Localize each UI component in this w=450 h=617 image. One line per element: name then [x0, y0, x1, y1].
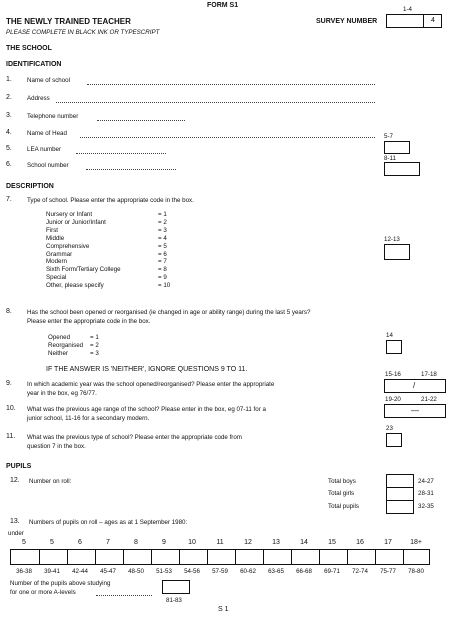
- item-number: 8.: [6, 308, 12, 315]
- q9-line2: year in the box, eg 76/77.: [27, 390, 97, 397]
- age-header: 17: [384, 539, 392, 546]
- age-cell-divider: [179, 550, 180, 564]
- q7-option-label: Grammar: [46, 250, 73, 258]
- age-cell-divider: [123, 550, 124, 564]
- age-cell-divider: [67, 550, 68, 564]
- item-number: 7.: [6, 196, 12, 203]
- age-column-code: 78-80: [408, 568, 424, 575]
- q7-option-code: = 1: [158, 211, 167, 218]
- age-header: 13: [272, 539, 280, 546]
- q7-option-code: = 9: [158, 274, 167, 282]
- school-number-box[interactable]: [384, 162, 420, 176]
- item-number: 4.: [6, 129, 12, 136]
- form-label: FORM S1: [207, 2, 239, 9]
- q8-columns: 14: [386, 332, 393, 339]
- item-number: 10.: [6, 405, 16, 412]
- q7-option-code: = 4: [158, 234, 167, 242]
- q13-text: Numbers of pupils on roll – ages as at 1 September 1980:: [29, 519, 188, 526]
- q7-option-label: First: [46, 226, 59, 234]
- age-column-code: 48-50: [128, 568, 144, 575]
- q8-note: IF THE ANSWER IS 'NEITHER', IGNORE QUESTIONS 9 TO 11.: [46, 366, 248, 373]
- q7-columns: 12-13: [384, 236, 400, 243]
- item-number: 5.: [6, 145, 12, 152]
- age-header: 5: [50, 539, 54, 546]
- age-column-code: 36-38: [16, 568, 32, 575]
- q12-label: Number on roll:: [29, 478, 72, 485]
- q11-code-box[interactable]: [386, 433, 402, 447]
- q7-option-code: = 2: [158, 218, 167, 226]
- age-column-code: 42-44: [72, 568, 88, 575]
- age-header: 8: [134, 539, 138, 546]
- section-heading-identification: IDENTIFICATION: [6, 61, 62, 68]
- section-heading-pupils: PUPILS: [6, 463, 32, 470]
- form-title: THE NEWLY TRAINED TEACHER: [6, 17, 131, 26]
- total-pupils-label: Total pupils: [328, 503, 359, 510]
- section-heading-description: DESCRIPTION: [6, 183, 54, 190]
- age-header: 10: [188, 539, 196, 546]
- q8-option-code: = 2: [90, 342, 99, 349]
- name-of-school-field[interactable]: [87, 84, 375, 85]
- q8-line1: Has the school been opened or reorganised (ie changed in age or ability range) during the last 5 years?: [27, 309, 311, 316]
- lea-number-label: LEA number: [27, 146, 62, 153]
- age-header: 16: [356, 539, 364, 546]
- q8-option-label: Reorganised: [48, 342, 84, 349]
- age-header: 6: [78, 539, 82, 546]
- telephone-field[interactable]: [97, 120, 185, 121]
- q7-option-label: Other, please specify: [46, 282, 104, 290]
- q8-option-label: Neither: [48, 350, 68, 357]
- age-header: 9: [162, 539, 166, 546]
- item-number: 3.: [6, 112, 12, 119]
- school-number-dots: [86, 169, 176, 170]
- age-count-grid[interactable]: [10, 549, 430, 565]
- q10-line1: What was the previous age range of the school? Please enter in the box, eg 07-11 for a: [27, 406, 266, 413]
- age-cell-divider: [403, 550, 404, 564]
- item-number: 11.: [6, 433, 16, 440]
- q8-option-code: = 1: [90, 334, 99, 341]
- age-header: 11: [216, 539, 224, 546]
- q7-option-label: Modern: [46, 258, 67, 266]
- item-number: 12.: [10, 477, 20, 484]
- name-of-school-label: Name of school: [27, 77, 70, 84]
- age-header: 14: [300, 539, 308, 546]
- total-pupils-box[interactable]: [386, 500, 414, 514]
- survey-number-box[interactable]: [386, 14, 442, 28]
- alevel-dots: [96, 595, 152, 596]
- q7-option-code: = 8: [158, 266, 167, 274]
- item-number: 13.: [10, 518, 20, 525]
- alevel-columns: 81-83: [166, 597, 182, 604]
- q7-option-code: = 3: [158, 226, 167, 234]
- total-boys-columns: 24-27: [418, 478, 434, 485]
- lea-number-box[interactable]: [384, 141, 410, 154]
- q9-separator: /: [413, 381, 416, 390]
- age-cell-divider: [207, 550, 208, 564]
- q10-age-range-box[interactable]: [384, 404, 446, 418]
- item-number: 6.: [6, 161, 12, 168]
- q7-option-code: = 7: [158, 258, 167, 266]
- alevel-box[interactable]: [162, 580, 190, 594]
- age-column-code: 45-47: [100, 568, 116, 575]
- age-column-code: 57-59: [212, 568, 228, 575]
- age-header: 18+: [410, 539, 422, 546]
- total-girls-box[interactable]: [386, 487, 414, 501]
- q11-line1: What was the previous type of school? Please enter the appropriate code from: [27, 434, 242, 441]
- age-column-code: 69-71: [324, 568, 340, 575]
- age-cell-divider: [319, 550, 320, 564]
- age-column-code: 60-62: [240, 568, 256, 575]
- q7-option-label: Middle: [46, 234, 65, 242]
- survey-number-columns: 1-4: [403, 6, 412, 13]
- total-girls-label: Total girls: [328, 490, 355, 497]
- q7-option-code: = 6: [158, 250, 167, 258]
- age-column-code: 75-77: [380, 568, 396, 575]
- lea-number-dots: [76, 153, 166, 154]
- age-cell-divider: [347, 550, 348, 564]
- school-number-label: School number: [27, 162, 69, 169]
- age-cell-divider: [263, 550, 264, 564]
- total-pupils-columns: 32-35: [418, 503, 434, 510]
- alevel-line1: Number of the pupils above studying: [10, 580, 111, 587]
- q8-code-box[interactable]: [386, 340, 402, 354]
- age-cell-divider: [95, 550, 96, 564]
- form-subtitle: PLEASE COMPLETE IN BLACK INK OR TYPESCRIPT: [6, 29, 160, 36]
- q10-separator: —: [411, 406, 419, 415]
- q11-line2: question 7 in the box.: [27, 443, 86, 450]
- total-girls-columns: 28-31: [418, 490, 434, 497]
- q7-option-label: Sixth Form/Tertiary College: [46, 266, 121, 274]
- address-field[interactable]: [56, 102, 375, 103]
- q11-columns: 23: [386, 425, 393, 432]
- q7-option-code: = 5: [158, 242, 167, 250]
- q7-option-code: = 10: [158, 282, 171, 290]
- q10-columns-left: 19-20: [385, 396, 401, 403]
- q7-option-label: Comprehensive: [46, 242, 90, 250]
- age-column-code: 72-74: [352, 568, 368, 575]
- q8-option-label: Opened: [48, 334, 71, 341]
- q9-columns-left: 15-16: [385, 371, 401, 378]
- total-boys-label: Total boys: [328, 478, 356, 485]
- age-cell-divider: [39, 550, 40, 564]
- q7-code-box[interactable]: [384, 244, 410, 260]
- age-column-code: 39-41: [44, 568, 60, 575]
- age-cell-divider: [291, 550, 292, 564]
- age-column-code: 54-56: [184, 568, 200, 575]
- name-of-head-field[interactable]: [80, 137, 375, 138]
- alevel-line2: for one or more A-levels: [10, 589, 76, 596]
- q9-line1: In which academic year was the school opened/reorganised? Please enter the appropriate: [27, 381, 275, 388]
- q7-option-label: Nursery or Infant: [46, 211, 93, 218]
- survey-number-value: 4: [431, 17, 435, 24]
- section-heading-school: THE SCHOOL: [6, 45, 52, 52]
- q7-text: Type of school. Please enter the appropriate code in the box.: [27, 197, 194, 204]
- q9-columns-right: 17-18: [421, 371, 437, 378]
- age-header: 12: [244, 539, 252, 546]
- age-cell-divider: [375, 550, 376, 564]
- lea-number-columns: 5-7: [384, 133, 393, 140]
- survey-number-label: SURVEY NUMBER: [316, 18, 378, 25]
- item-number: 2.: [6, 94, 12, 101]
- q10-line2: junior school, 11-16 for a secondary modern.: [27, 415, 150, 422]
- age-column-code: 51-53: [156, 568, 172, 575]
- q13-under-label: under: [8, 530, 24, 537]
- total-boys-box[interactable]: [386, 474, 414, 488]
- q7-option-label: Junior or Junior/Infant: [46, 218, 106, 226]
- q8-option-code: = 3: [90, 350, 99, 357]
- page-footer: S 1: [218, 606, 229, 613]
- item-number: 1.: [6, 76, 12, 83]
- age-cell-divider: [235, 550, 236, 564]
- school-number-columns: 8-11: [384, 155, 396, 162]
- age-header: 5: [22, 539, 26, 546]
- age-column-code: 63-65: [268, 568, 284, 575]
- age-column-code: 66-68: [296, 568, 312, 575]
- q9-year-box[interactable]: [384, 379, 446, 393]
- item-number: 9.: [6, 380, 12, 387]
- q10-columns-right: 21-22: [421, 396, 437, 403]
- q8-line2: Please enter the appropriate code in the box.: [27, 318, 151, 325]
- q7-option-label: Special: [46, 274, 67, 282]
- name-of-head-label: Name of Head: [27, 130, 67, 137]
- age-cell-divider: [151, 550, 152, 564]
- age-header: 7: [106, 539, 110, 546]
- telephone-label: Telephone number: [27, 113, 79, 120]
- age-header: 15: [328, 539, 336, 546]
- address-label: Address: [27, 95, 50, 102]
